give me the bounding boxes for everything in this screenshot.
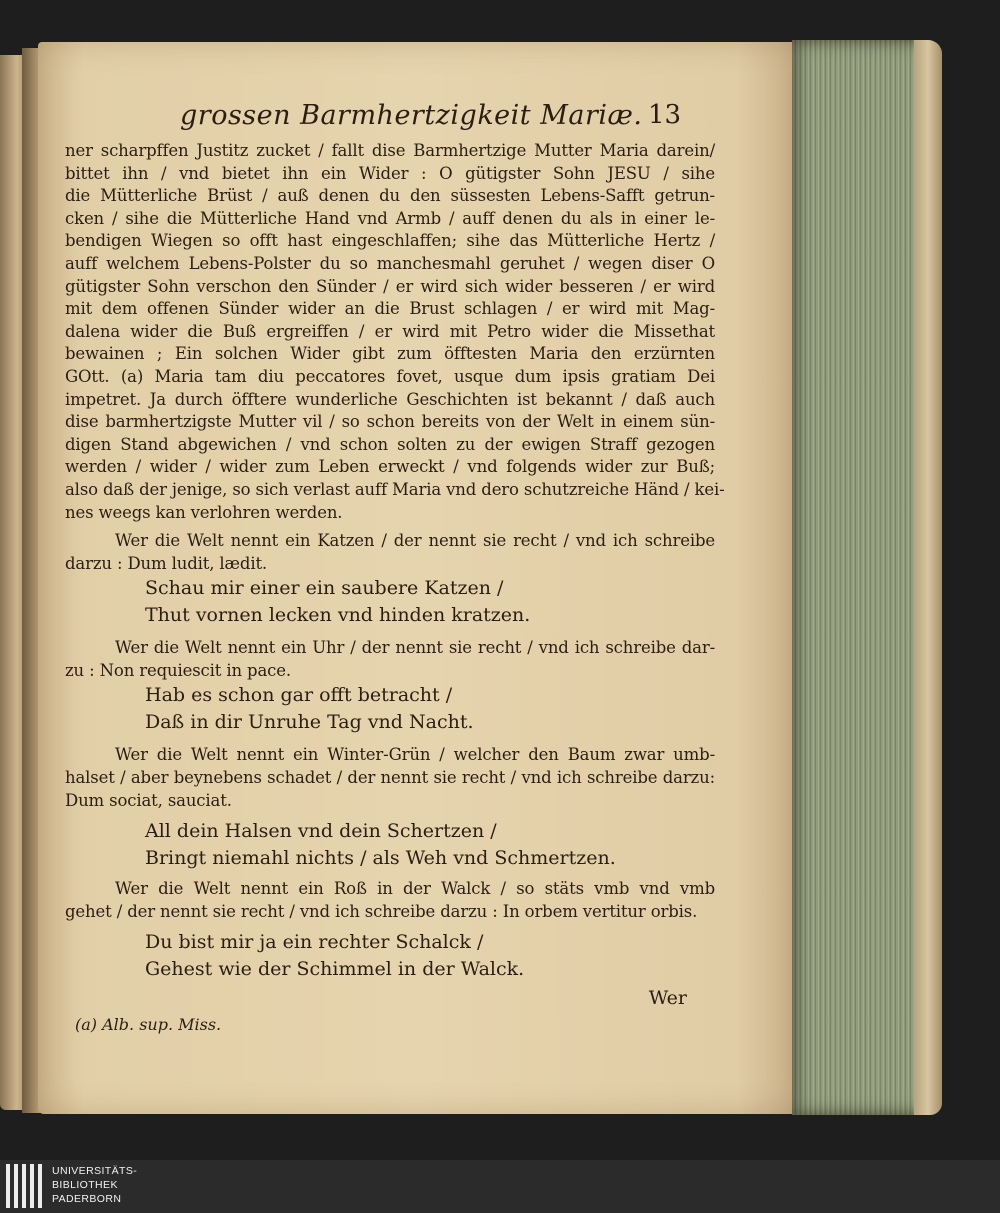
page-number: 13 <box>648 100 682 130</box>
verse-line: Du bist mir ja ein rechter Schalck / <box>145 931 484 954</box>
catchword: Wer <box>648 987 687 1010</box>
verse-line: Daß in dir Unruhe Tag vnd Nacht. <box>145 711 474 734</box>
text-line: nes weegs kan verlohren werden. <box>65 502 343 522</box>
text-line: Wer die Welt nennt ein Winter-Grün / welcher den Baum zwar umb- <box>115 745 715 765</box>
footnote: (a) Alb. sup. Miss. <box>75 1015 222 1035</box>
text-line: dalena wider die Buß ergreiffen / er wird mit Petro wider die Missethat <box>65 321 715 341</box>
verse-line: Thut vornen lecken vnd hinden kratzen. <box>145 604 531 627</box>
text-line: bendigen Wiegen so offt hast eingeschlaffen; sihe das Mütterliche Hertz / <box>65 231 715 251</box>
text-line: halset / aber beynebens schadet / der nennt sie recht / vnd ich schreibe darzu: <box>65 768 715 788</box>
library-logo-icon <box>6 1164 46 1208</box>
verse-line: Gehest wie der Schimmel in der Walck. <box>145 958 525 981</box>
verse-line: Hab es schon gar offt betracht / <box>145 684 453 707</box>
paragraph-ivy <box>65 744 715 812</box>
text-line: auff welchem Lebens-Polster du so manchesmahl geruhet / wegen diser O <box>65 253 715 273</box>
text-line: werden / wider / wider zum Leben erweckt / vnd folgends wider zur Buß; <box>65 457 715 477</box>
verse-ivy <box>65 818 715 872</box>
text-line: bittet ihn / vnd bietet ihn ein Wider : O gütigster Sohn JESU / sihe <box>65 163 715 183</box>
text-line: gütigster Sohn verschon den Sünder / er wird sich wider besseren / er wird <box>65 276 715 296</box>
verse-clock <box>65 682 715 736</box>
library-name-line: BIBLIOTHEK <box>52 1179 118 1191</box>
text-line: Wer die Welt nennt ein Roß in der Walck / so stäts vmb vnd vmb <box>115 879 715 899</box>
paragraph-mercy-of-mary <box>65 140 725 524</box>
text-line: die Mütterliche Brüst / auß denen du den süssesten Lebens-Safft getrun- <box>65 186 715 206</box>
paragraph-horse <box>65 878 715 923</box>
page-stack-fore-edge <box>792 40 942 1115</box>
text-line: impetret. Ja durch öfftere wunderliche Geschichten ist bekannt / daß auch <box>65 389 715 409</box>
text-line: Wer die Welt nennt ein Katzen / der nennt sie recht / vnd ich schreibe <box>115 531 715 551</box>
text-line: Dum sociat, sauciat. <box>65 790 232 810</box>
text-line: darzu : Dum ludit, lædit. <box>65 553 268 573</box>
page-text <box>65 100 725 1037</box>
text-line: cken / sihe die Mütterliche Hand vnd Armb / auff denen du als in einer le- <box>65 208 715 228</box>
paragraph-cat <box>65 530 715 575</box>
text-line: also daß der jenige, so sich verlast auff Maria vnd dero schutzreiche Händ / kei- <box>65 479 725 499</box>
verse-line: All dein Halsen vnd dein Schertzen / <box>145 820 497 843</box>
text-line: GOtt. (a) Maria tam diu peccatores fovet, usque dum ipsis gratiam Dei <box>65 366 715 386</box>
text-line: mit dem offenen Sünder wider an die Brust schlagen / er wird mit Mag- <box>65 299 715 319</box>
text-line: Wer die Welt nennt ein Uhr / der nennt sie recht / vnd ich schreibe dar- <box>115 638 715 658</box>
text-line: zu : Non requiescit in pace. <box>65 660 291 680</box>
text-line: ner scharpffen Justitz zucket / fallt dise Barmhertzige Mutter Maria darein/ <box>65 141 715 160</box>
library-name-line: UNIVERSITÄTS- <box>52 1165 138 1177</box>
verse-line: Schau mir einer ein saubere Katzen / <box>145 577 504 600</box>
text-line: dise barmhertzigste Mutter vil / so schon bereits von der Welt in einem sün- <box>65 412 715 432</box>
verse-horse <box>65 929 715 983</box>
verse-line: Bringt niemahl nichts / als Weh vnd Schmertzen. <box>145 847 616 870</box>
text-line: digen Stand abgewichen / vnd schon solten zu der ewigen Straff gezogen <box>65 434 715 454</box>
running-head: grossen Barmhertzigkeit Mariæ. <box>180 100 643 131</box>
footer-bar <box>0 1160 1000 1213</box>
paragraph-clock <box>65 637 715 682</box>
text-line: gehet / der nennt sie recht / vnd ich schreibe darzu : In orbem vertitur orbis. <box>65 901 698 921</box>
library-name <box>52 1164 137 1206</box>
library-name-line: PADERBORN <box>52 1193 122 1205</box>
page-header <box>65 100 715 140</box>
text-line: bewainen ; Ein solchen Wider gibt zum öfftesten Maria den erzürnten <box>65 344 715 364</box>
verse-cat <box>65 575 715 629</box>
